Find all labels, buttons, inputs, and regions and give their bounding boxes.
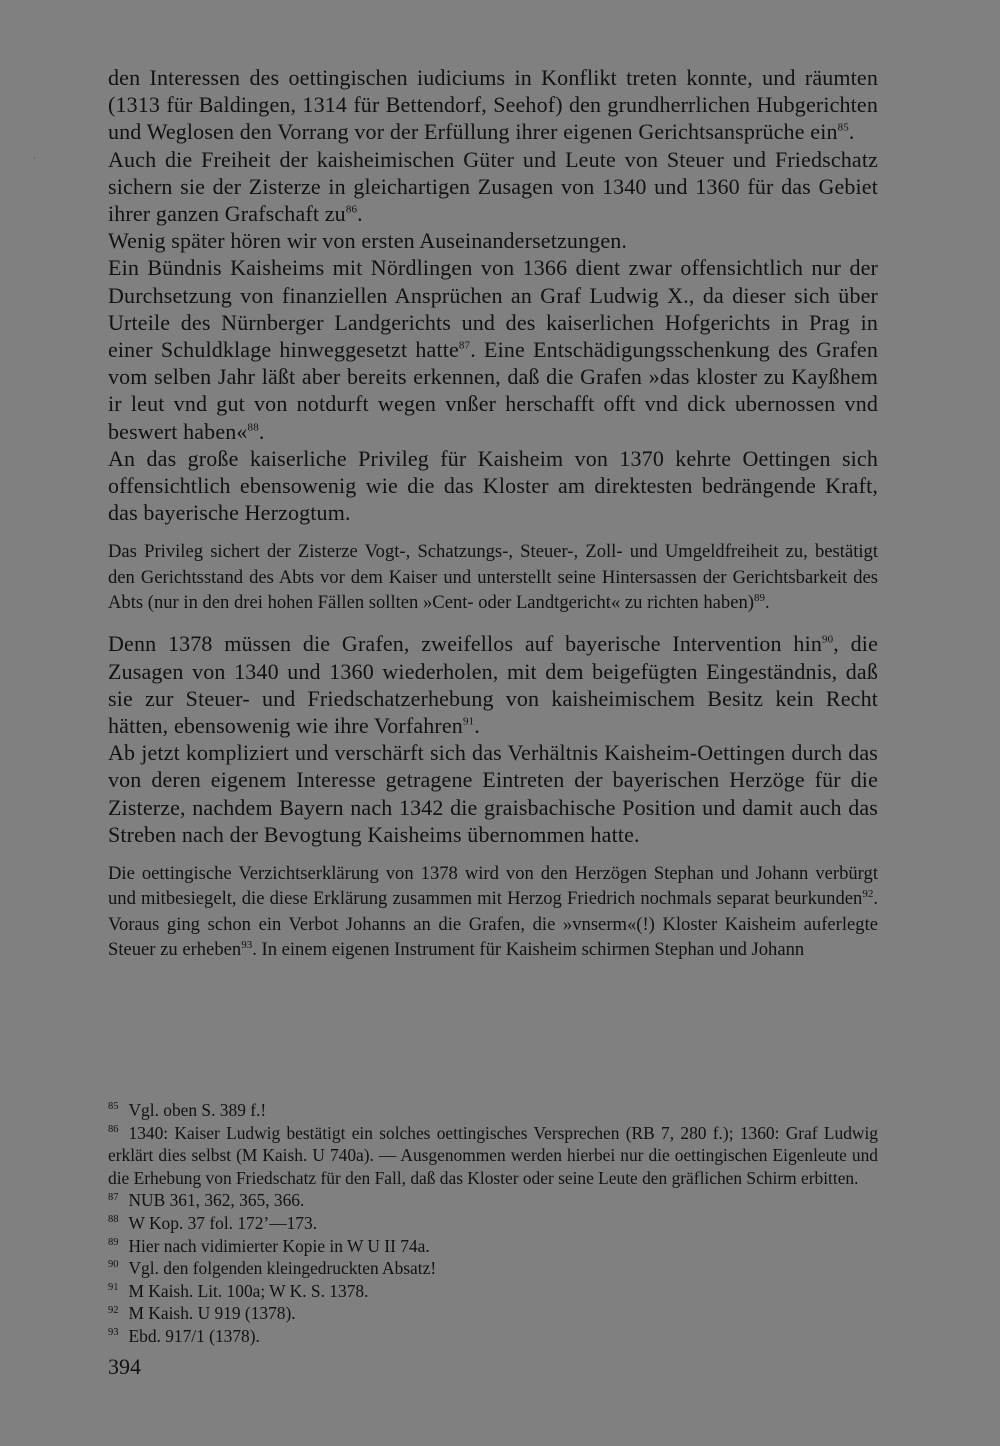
footnote-ref[interactable]: 87: [458, 339, 471, 352]
small-print-block: [108, 539, 878, 615]
footnote: $^{90}$ Vgl. den folgenden kleingedruckten Absatz!: [108, 1258, 437, 1279]
footnote: $^{89}$ Hier nach vidimierter Kopie in W U II 74a.: [108, 1235, 430, 1256]
paragraph: Das Privileg sichert der Zisterze Vogt-, Schatzungs-, Steuer-, Zoll- und Umgeldfreiheit zu, bestätigt den Gerichtsstand des Abts vor dem Kaiser und unterstellt seine Hintersassen der Gerichtsbarkeit des Abts (nur in den drei hohen Fällen sollten »Cent- oder Landtgericht« zu richten haben)$^{89}$.: [108, 541, 878, 614]
body-text-block: [108, 630, 878, 848]
scan-speck: ·: [33, 154, 36, 163]
footnote-number: 93: [108, 1327, 119, 1339]
paragraph: Ein Bündnis Kaisheims mit Nördlingen von 1366 dient zwar offensichtlich nur der Durchsetzung von finanziellen Ansprüchen an Graf Ludwig X., da dieser sich über Urteile des Nürnberger Landgerichts und des kaiserlichen Hofgerichts in Prag in einer Schuldklage hinweggesetzt hatte$^{87}$. Eine Entschädigungsschenkung des Grafen vom selben Jahr läßt aber bereits erkennen, daß die Grafen »das kloster zu Kayßhem ir leut vnd gut von notdurft wegen vnßer herschafft offt vnd dick ubernossen vnd beswert haben«$^{88}$.: [108, 255, 878, 444]
paragraph: Ab jetzt kompliziert und verschärft sich das Verhältnis Kaisheim-Oettingen durch das von deren eigenem Interesse getragene Eintreten der bayerischen Herzöge für die Zisterze, nachdem Bayern nach 1342 die graisbachische Position und damit auch das Streben nach der Bevogtung Kaisheims übernommen hatte.: [108, 740, 878, 847]
paragraph: Auch die Freiheit der kaisheimischen Güter und Leute von Steuer und Friedschatz sichern sie der Zisterze in gleichartigen Zusagen von 1340 und 1360 für das Gebiet ihrer ganzen Grafschaft $zu^{86}$.: [108, 146, 878, 227]
footnote: $^{92}$ M Kaish. U 919 (1378).: [108, 1303, 296, 1324]
footnote-number: 90: [108, 1259, 119, 1271]
footnote: $^{86}$ 1340: Kaiser Ludwig bestätigt ein solches oettingisches Versprechen (RB 7, 280 f.); 1360: Graf Ludwig erklärt dies selbst (M Kaish. U 740a). — Ausgenommen werden hierbei nur die oettingischen Eigenleute und die Erhebung von Friedschatz für den Fall, daß das Kloster oder seine Leute den gräflichen Schirm erbitten.: [108, 1122, 878, 1188]
paragraph: Wenig später hören wir von ersten Auseinandersetzungen.: [108, 228, 628, 254]
footnote: $^{88}$ W Kop. 37 fol. 172’—173.: [108, 1212, 318, 1233]
footnote-number: 91: [108, 1281, 119, 1293]
footnote-ref[interactable]: 89: [753, 591, 765, 604]
paragraph: An das große kaiserliche Privileg für Kaisheim von 1370 kehrte Oettingen sich offensichtlich ebensowenig wie die das Kloster am direktesten bedrängende Kraft, das bayerische Herzogtum.: [108, 445, 878, 526]
footnote-number: 85: [108, 1101, 119, 1113]
footnote: $^{91}$ M Kaish. Lit. 100a; W K. S. 1378.: [108, 1280, 369, 1301]
footnote-ref[interactable]: 91: [462, 715, 475, 728]
footnote-number: 88: [108, 1214, 119, 1226]
paragraph: den Interessen des oettingischen iudiciums in Konflikt treten konnte, und räumten (1313 für Baldingen, 1314 für Bettendorf, Seehof) den grundherrlichen Hubgerichten und Weglosen den Vorrang vor der Erfüllung ihrer eigenen Gerichtsansprüche ein$^{85}$.: [108, 65, 878, 145]
footnote-ref[interactable]: 93: [241, 938, 253, 951]
small-print-block: [108, 861, 878, 962]
footnote-ref[interactable]: 88: [247, 421, 259, 434]
footnote-number: 92: [108, 1304, 119, 1316]
footnote-ref[interactable]: 92: [862, 888, 874, 901]
footnote: $^{93}$ Ebd. 917/1 (1378).: [108, 1325, 260, 1346]
footnote-ref[interactable]: 85: [837, 122, 849, 135]
footnote-number: 87: [108, 1191, 119, 1203]
main-text-column: [108, 64, 878, 977]
footnote-ref[interactable]: 86: [345, 203, 358, 216]
footnotes-section: [108, 1099, 878, 1348]
paragraph: Die oettingische Verzichtserklärung von 1378 wird von den Herzögen Stephan und Johann verbürgt und mitbesiegelt, die diese Erklärung zusammen mit Herzog Friedrich nochmals separat beurkunden$^{92}$. Voraus ging schon ein Verbot Johanns an die Grafen, die »vnserm«(!) Kloster Kaisheim auferlegte Steuer zu erheben$^{93}$. In einem eigenen Instrument für Kaisheim schirmen Stephan und Johann: [108, 862, 878, 960]
footnote-ref[interactable]: 90: [821, 634, 834, 647]
paragraph: Denn 1378 müssen die Grafen, zweifellos auf bayerische Intervention hin$^{90}$, die Zusagen von 1340 und 1360 wiederholen, mit dem beigefügten Eingeständnis, daß sie zur Steuer- und Friedschatzerhebung von kaisheimischem Besitz kein Recht hätten, ebensowenig wie ihre Vorfahren$^{91}$.: [108, 631, 878, 738]
page-number: 394: [108, 1354, 141, 1379]
footnote: $^{87}$ NUB 361, 362, 365, 366.: [108, 1190, 305, 1211]
footnote-number: 89: [108, 1236, 119, 1248]
footnote: $^{85}$ Vgl. oben S. 389 f.!: [108, 1100, 267, 1120]
footnote-number: 86: [108, 1123, 119, 1135]
body-text-block: [108, 64, 878, 526]
